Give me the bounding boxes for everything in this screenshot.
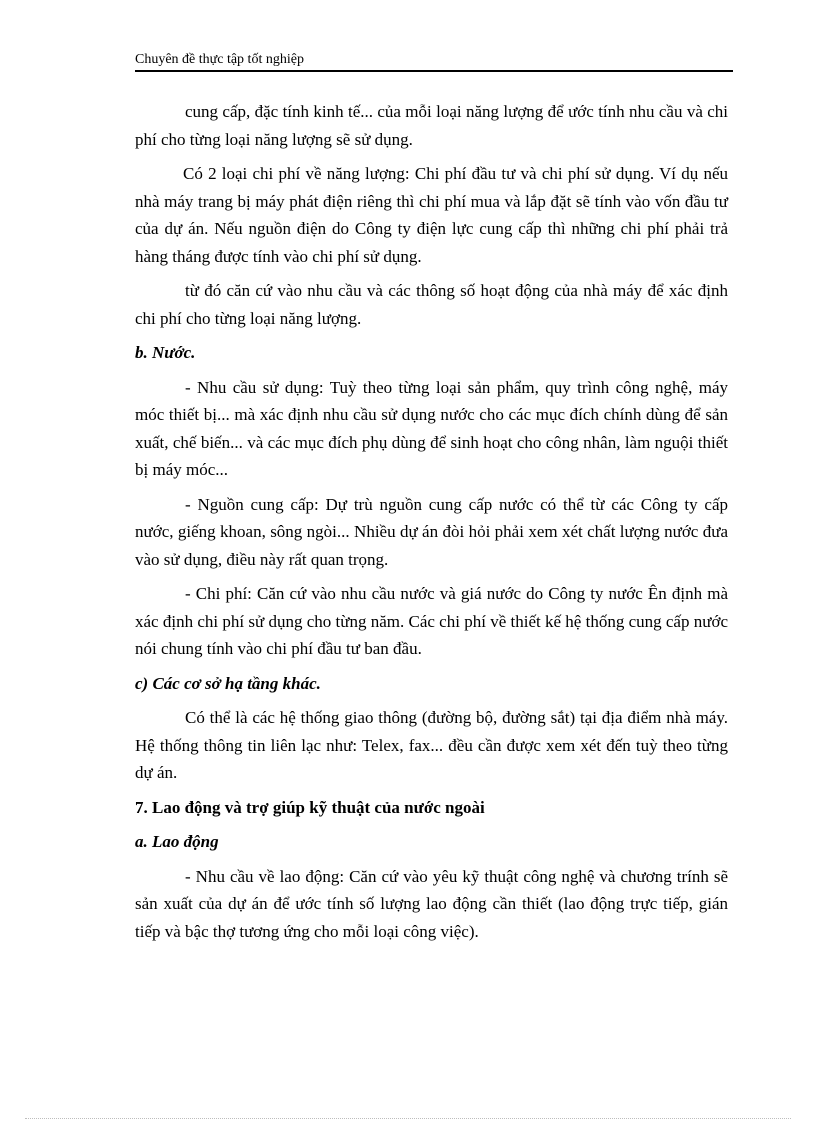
footer-divider	[25, 1118, 791, 1119]
heading-other-infrastructure: c) Các cơ sở hạ tầng khác.	[135, 673, 321, 693]
document-body	[135, 98, 728, 952]
page-header	[135, 50, 733, 72]
heading-labor-and-technical-assistance: 7. Lao động và trợ giúp kỹ thuật của nước ngoài	[135, 797, 485, 817]
header-title: Chuyên đề thực tập tốt nghiệp	[135, 52, 304, 67]
paragraph-infrastructure: Có thể là các hệ thống giao thông (đường bộ, đường sắt) tại địa điểm nhà máy. Hệ thống thông tin liên lạc như: Telex, fax... đều cần được xem xét đến tuỳ theo từng dự án.	[135, 708, 728, 782]
paragraph-labor-demand: - Nhu cầu về lao động: Căn cứ vào yêu kỹ thuật công nghệ và chương trính sẽ sản xuất của dự án để ước tính số lượng lao động cần thiết (lao động trực tiếp, gián tiếp và bậc thợ tương ứng cho mỗi loại công việc).	[135, 866, 728, 941]
heading-labor: a. Lao động	[135, 832, 219, 851]
heading-water: b. Nước.	[135, 343, 196, 362]
paragraph-water-supply: - Nguồn cung cấp: Dự trù nguồn cung cấp nước có thể từ các Công ty cấp nước, giếng khoan, sông ngòi... Nhiều dự án đòi hỏi phải xem xét chất lượng nước đưa vào sử dụng, điều này rất quan trọng.	[135, 494, 728, 569]
paragraph-energy-cost-types: Có 2 loại chi phí về năng lượng: Chi phí đầu tư và chi phí sử dụng. Ví dụ nếu nhà máy trang bị máy phát điện riêng thì chi phí mua và lắp đặt sẽ tính vào vốn đầu tư của dự án. Nếu nguồn điện do Công ty điện lực cung cấp thì những chi phí phải trả hàng tháng được tính vào chi phí sử dụng.	[135, 164, 728, 266]
paragraph-water-cost: - Chi phí: Căn cứ vào nhu cầu nước và giá nước do Công ty nước Ên định mà xác định chi phí sử dụng cho từng năm. Các chi phí về thiết kế hệ thống cung cấp nước nói chung tính vào chi phí đầu tư ban đầu.	[135, 584, 728, 658]
paragraph-energy-cost-determination: từ đó căn cứ vào nhu cầu và các thông số hoạt động của nhà máy để xác định chi phí cho từng loại năng lượng.	[135, 281, 728, 328]
paragraph-energy-cost-estimate: cung cấp, đặc tính kinh tế... của mỗi loại năng lượng để ước tính nhu cầu và chi phí cho từng loại năng lượng sẽ sử dụng.	[135, 102, 728, 149]
paragraph-water-demand: - Nhu cầu sử dụng: Tuỳ theo từng loại sản phẩm, quy trình công nghệ, máy móc thiết bị... mà xác định nhu cầu sử dụng nước cho các mục đích chính dùng để sản xuất, chế biến... và các mục đích phụ dùng để sinh hoạt cho công nhân, làm nguội thiết bị máy móc...	[135, 377, 728, 479]
